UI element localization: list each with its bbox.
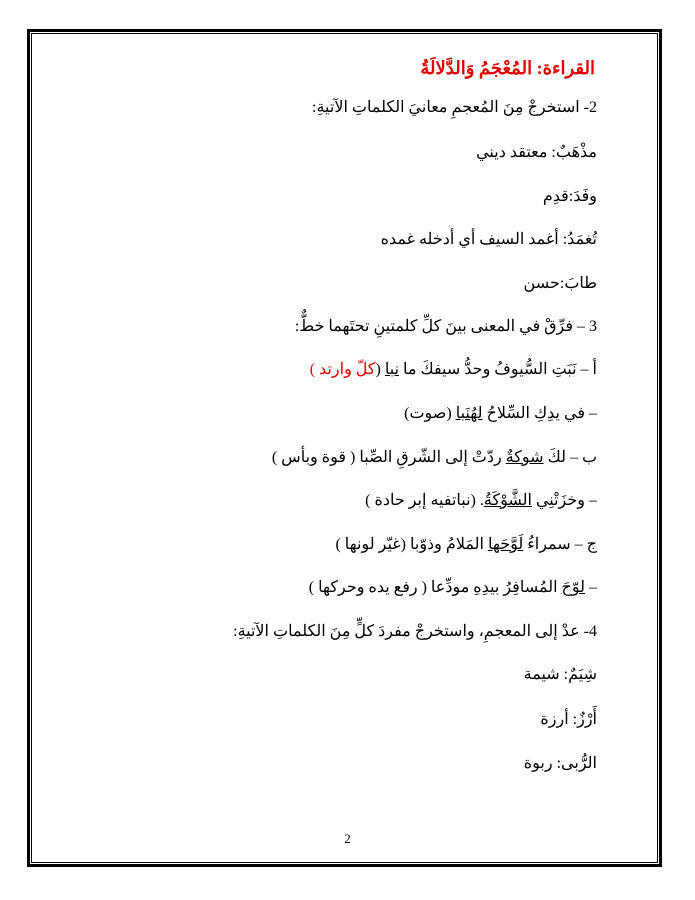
q3-b1-prefix: ب – لكَ (543, 449, 597, 466)
q3-a2-word: لهُنَبا (455, 405, 483, 422)
q3-a1-word: نبا (384, 361, 400, 378)
q3-b1-word: شوكةٌ (505, 449, 544, 466)
page-number: 2 (344, 831, 351, 846)
q3-item-a2 (404, 404, 597, 424)
q2-item-4: طابَ:حسن (523, 275, 597, 292)
q3-a1-open: ( (375, 361, 385, 378)
q4-item-1: شِيَمٌ: شيمة (523, 666, 597, 683)
q3-a1-answer: كلّ وارتد (319, 361, 376, 378)
q3-item-b1 (272, 448, 597, 468)
q4-item-2: أَرْزٌ: أرزة (540, 711, 597, 728)
q3-a1-prefix: أ – نَبَتِ السُّيوفُ وحدُّ سيفكَ ما (399, 361, 597, 378)
q3-item-a1 (310, 360, 597, 380)
q3-b2-answer: . (نباتفيه إبر حادة ) (365, 492, 484, 509)
q3-a2-answer: (صوت) (404, 405, 456, 422)
question-2-title: 2- استخرجْ مِنَ المُعجمِ معانيَ الكلماتِ الآتيةِ: (312, 99, 597, 116)
question-3-title: 3 – فرِّقْ في المعنى بينَ كلِّ كلمتينِ تحتَهما خطٌّ: (294, 318, 597, 335)
q3-b2-word: الشَّوْكَةُ (483, 492, 532, 509)
q3-c2-prefix: – (585, 579, 597, 596)
q3-c2-rest: المُسافِرُ بيدِهِ مودِّعا (430, 579, 562, 596)
q3-item-c2 (309, 578, 597, 598)
q3-c1-rest: المَلامُ وذوّبا (410, 536, 488, 553)
q3-c1-answer: (غيّر لونها ) (335, 536, 410, 553)
q2-item-3: تُغمَدُ: أغمد السيف أي أدخله غمده (380, 231, 597, 248)
q3-b1-answer: ( قوة وبأس ) (271, 449, 360, 466)
question-4-title: 4- عدْ إلى المعجمِ، واستخرجْ مفردَ كلٍّ مِنَ الكلماتِ الآتيةِ: (233, 623, 597, 640)
q3-c1-word: لَوَّحَها (487, 536, 524, 553)
q3-a1-close: ) (309, 361, 320, 378)
q2-item-2: وفَدَ:قدِم (542, 188, 597, 205)
q3-item-c1 (335, 535, 597, 555)
q2-item-1: مذْهَبٌ: معتقد ديني (476, 144, 597, 161)
q3-b1-rest: ردّتْ إلى الشّرقِ الصِّبا (359, 449, 506, 466)
q3-c2-word: لوّحَ (561, 579, 585, 596)
section-title: القراءة: المُعْجَمُ وَالدَّلالَةُ (420, 58, 595, 78)
q3-c1-prefix: ج – سمراءُ (523, 536, 597, 553)
q3-item-b2 (365, 491, 597, 511)
q3-a2-prefix: – في يدِكِ السِّلاحُ (482, 405, 597, 422)
q3-b2-prefix: – وخزَتْنِي (531, 492, 597, 509)
q3-c2-answer: ( رفع يده وحركها ) (308, 579, 431, 596)
q4-item-3: الرُّبى: ربوة (523, 755, 597, 772)
